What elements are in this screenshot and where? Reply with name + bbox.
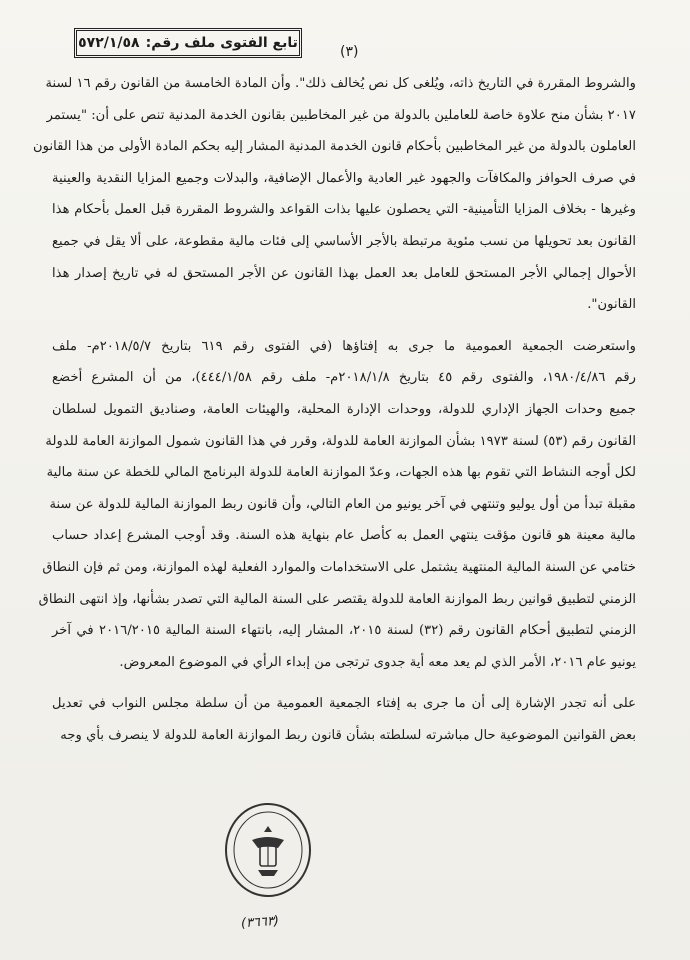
- text-line: العاملون بالدولة من غير المخاطبين بأحكام قانون الخدمة المدنية المشار إليه بحكم المادة الأولى من هذا القانون: [32, 139, 636, 155]
- official-seal-icon: [222, 800, 314, 900]
- text-line: القانون".: [587, 297, 636, 313]
- text-line: مالية معينة هو قانون مؤقت ينتهي العمل به كأصل عام بنهاية هذه السنة. وقد أوجب المشرع إعداد حساب: [52, 528, 636, 544]
- text-line: وغيرها - بخلاف المزايا التأمينية- التي يحصلون عليها بذات القواعد والشروط المقررة قبل العمل بأحكام هذا: [52, 202, 636, 218]
- text-line: القانون رقم (٥٣) لسنة ١٩٧٣ بشأن الموازنة العامة للدولة، وقرر في هذا القانون شمول الموازنة العامة للدولة: [45, 433, 636, 449]
- paragraph-gap: [52, 678, 636, 688]
- file-reference-box: [74, 28, 302, 58]
- text-line: الأحوال إجمالي الأجر المستحق للعامل بعد العمل بهذا القانون عن الأجر المستحق له في تاريخ إصدار هذا: [52, 265, 636, 281]
- handwritten-number: (٣٦٦٣): [240, 913, 280, 932]
- text-line: ٢٠١٧ بشأن منح علاوة خاصة للعاملين بالدولة من غير المخاطبين بقانون الخدمة المدنية تنص على أن: "يستمر: [46, 107, 636, 123]
- text-line: يونيو عام ٢٠١٦، الأمر الذي لم يعد معه أية جدوى ترتجى من إبداء الرأي في الموضوع المعروض.: [119, 654, 636, 670]
- text-line: لكل أوجه النشاط التي تقوم بها هذه الجهات، وعدّ الموازنة العامة للدولة البرنامج المالي للخطة عن سنة مالية: [46, 465, 636, 481]
- text-line: رقم ١٩٨٠/٤/٨٦، والفتوى رقم ٤٥ بتاريخ ٢٠١٨/١/٨م- ملف رقم ٤٤٤/١/٥٨)، من أن المشرع أخضع: [52, 370, 637, 386]
- text-line: بعض القوانين الموضوعية حال مباشرته لسلطته بشأن قانون ربط الموازنة العامة للدولة لا ينصرف بأي وجه: [60, 727, 636, 743]
- text-line: الزمني لتطبيق أحكام القانون رقم (٣٢) لسنة ٢٠١٥، المشار إليه، بانتهاء السنة المالية ٢٠١٦/٢٠١٥ في آخر: [52, 623, 636, 639]
- text-line: القانون بعد تحويلها من نسب مئوية مرتبطة بالأجر الأساسي إلى فئات مالية مقطوعة، على ألا يقل في جميع: [52, 233, 636, 249]
- text-line: والشروط المقررة في التاريخ ذاته، ويُلغى كل نص يُخالف ذلك". وأن المادة الخامسة من القانون رقم ١٦ لسنة: [45, 76, 636, 91]
- text-line: الزمني لتطبيق قوانين ربط الموازنة العامة للدولة يقتصر على السنة المالية التي تصدر بشأنها، وإذ انتهى النطاق: [38, 591, 636, 607]
- text-line: جميع وحدات الجهاز الإداري للدولة، ووحدات الإدارة المحلية، والهيئات العامة، وصناديق التمويل لسلطان: [52, 401, 636, 417]
- page-number: (٣): [340, 44, 359, 60]
- file-reference-title: تابع الفتوى ملف رقم:: [145, 35, 298, 51]
- file-reference-number: ٥٧٢/١/٥٨: [78, 35, 140, 51]
- document-body: [32, 68, 637, 751]
- text-line: ختامي عن السنة المالية المنتهية يشتمل على الاستخدامات والموارد الفعلية لهذه الموازنة، ومن ثم فإن النطاق: [42, 559, 636, 575]
- text-line: واستعرضت الجمعية العمومية ما جرى به إفتاؤها (في الفتوى رقم ٦١٩ بتاريخ ٢٠١٨/٥/٧م- ملف: [52, 338, 637, 354]
- text-line: مقبلة تبدأ من أول يوليو وتنتهي في آخر يونيو من العام التالي، وأن قانون ربط الموازنة المالية للدولة عن سنة: [49, 496, 636, 512]
- paragraph-gap: [52, 321, 636, 331]
- text-line: في صرف الحوافز والمكافآت والجهود غير العادية والأعمال الإضافية، والبدلات وجميع المزايا النقدية والعينية: [52, 170, 636, 186]
- text-line: على أنه تجدر الإشارة إلى أن ما جرى به إفتاء الجمعية العمومية من أن سلطة مجلس النواب في تعديل: [52, 696, 636, 712]
